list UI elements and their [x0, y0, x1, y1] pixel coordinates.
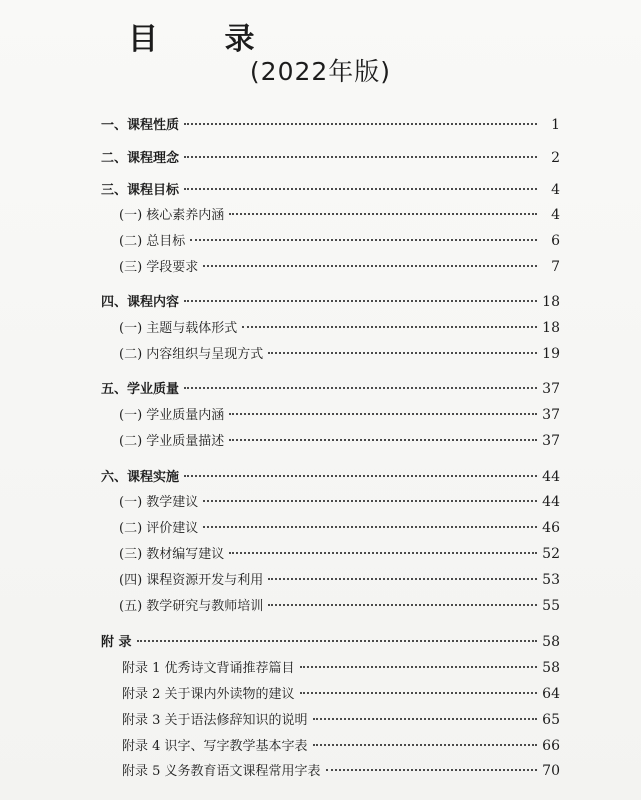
toc-entry-page-number: 19 — [542, 346, 560, 362]
toc-entry-label: 六、课程实施 — [101, 470, 180, 485]
toc-entry-label: 一、课程性质 — [101, 118, 180, 133]
dot-leader — [229, 211, 537, 215]
dot-leader — [300, 664, 537, 668]
toc-entry — [119, 206, 560, 224]
toc-entry-label: 附录 1 优秀诗文背诵推荐篇目 — [122, 661, 295, 676]
toc-entry — [122, 711, 560, 729]
toc-entry — [101, 293, 560, 311]
toc-entry-page-number: 58 — [542, 634, 560, 650]
toc-entry-page-number: 18 — [542, 320, 560, 336]
toc-entry-page-number: 64 — [542, 686, 560, 702]
toc-entry-label: (二) 总目标 — [119, 234, 186, 249]
edition-subtitle: (2022年版) — [249, 57, 392, 86]
dot-leader — [184, 121, 537, 125]
dot-leader — [184, 186, 537, 190]
toc-entry-page-number: 18 — [542, 294, 560, 310]
toc-entry — [119, 319, 560, 337]
toc-entry-page-number: 37 — [542, 407, 560, 423]
dot-leader — [229, 411, 537, 415]
toc-entry-page-number: 65 — [542, 712, 560, 728]
toc-entry — [101, 633, 560, 651]
dot-leader — [184, 298, 537, 302]
toc-entry-page-number: 1 — [551, 117, 560, 133]
dot-leader — [326, 767, 537, 771]
dot-leader — [203, 498, 537, 502]
dot-leader — [184, 385, 537, 389]
toc-entry-label: 三、课程目标 — [101, 183, 180, 198]
toc-entry — [119, 258, 560, 276]
toc-entry-page-number: 37 — [542, 433, 560, 449]
toc-entry-label: (二) 学业质量描述 — [119, 434, 225, 449]
toc-entry — [119, 597, 560, 615]
toc-entry-label: 五、学业质量 — [101, 382, 180, 397]
toc-entry-label: (一) 学业质量内涵 — [119, 408, 225, 423]
toc-entry-label: 附 录 — [101, 635, 132, 650]
toc-entry-page-number: 37 — [542, 381, 560, 397]
toc-entry — [101, 468, 560, 486]
toc-entry-label: (三) 学段要求 — [119, 260, 199, 275]
dot-leader — [229, 550, 537, 554]
dot-leader — [229, 437, 537, 441]
toc-entry-label: (二) 内容组织与呈现方式 — [119, 347, 264, 362]
toc-entry-page-number: 6 — [551, 233, 560, 249]
toc-entry — [101, 181, 560, 199]
toc-entry-page-number: 58 — [542, 660, 560, 676]
toc-entry — [122, 737, 560, 755]
dot-leader — [313, 742, 537, 746]
dot-leader — [268, 350, 537, 354]
toc-entry-label: (一) 主题与载体形式 — [119, 321, 238, 336]
toc-entry — [122, 762, 560, 780]
toc-entry-page-number: 44 — [542, 494, 560, 510]
toc-entry-label: 附录 5 义务教育语文课程常用字表 — [122, 764, 321, 779]
toc-entry — [101, 116, 560, 134]
dot-leader — [137, 638, 537, 642]
toc-entry-label: (五) 教学研究与教师培训 — [119, 599, 264, 614]
toc-entry — [119, 519, 560, 537]
toc-entry — [119, 493, 560, 511]
toc-entry-label: 二、课程理念 — [101, 151, 180, 166]
toc-entry-label: (一) 核心素养内涵 — [119, 208, 225, 223]
toc-entry-page-number: 70 — [542, 763, 560, 779]
toc-entry — [119, 232, 560, 250]
dot-leader — [242, 324, 537, 328]
toc-entry-page-number: 52 — [542, 546, 560, 562]
dot-leader — [203, 263, 537, 267]
dot-leader — [268, 602, 537, 606]
dot-leader — [300, 690, 537, 694]
toc-entry-page-number: 7 — [551, 259, 560, 275]
toc-entry-label: 附录 4 识字、写字教学基本字表 — [122, 739, 308, 754]
toc-entry-label: (一) 教学建议 — [119, 495, 199, 510]
toc-entry — [119, 432, 560, 450]
dot-leader — [268, 576, 537, 580]
toc-entry-page-number: 55 — [542, 598, 560, 614]
dot-leader — [184, 473, 537, 477]
toc-entry — [122, 659, 560, 677]
toc-entry-label: 四、课程内容 — [101, 295, 180, 310]
toc-entry-page-number: 2 — [551, 150, 560, 166]
toc-entry-label: 附录 2 关于课内外读物的建议 — [122, 687, 295, 702]
toc-entry-page-number: 44 — [542, 469, 560, 485]
toc-entry-label: (二) 评价建议 — [119, 521, 199, 536]
dot-leader — [184, 154, 537, 158]
toc-entry-page-number: 4 — [551, 182, 560, 198]
toc-entry-page-number: 4 — [551, 207, 560, 223]
toc-entry-label: (四) 课程资源开发与利用 — [119, 573, 264, 588]
toc-entry — [119, 406, 560, 424]
toc-entry — [119, 571, 560, 589]
toc-title: 目 录 — [128, 22, 283, 57]
toc-entry-label: (三) 教材编写建议 — [119, 547, 225, 562]
dot-leader — [313, 716, 537, 720]
toc-entry-page-number: 66 — [542, 738, 560, 754]
dot-leader — [190, 237, 537, 241]
toc-entry-page-number: 53 — [542, 572, 560, 588]
dot-leader — [203, 524, 537, 528]
toc-entry — [119, 345, 560, 363]
toc-entry — [119, 545, 560, 563]
toc-entry — [122, 685, 560, 703]
toc-entry — [101, 380, 560, 398]
toc-entry-label: 附录 3 关于语法修辞知识的说明 — [122, 713, 308, 728]
toc-entry-page-number: 46 — [542, 520, 560, 536]
toc-entry — [101, 149, 560, 167]
